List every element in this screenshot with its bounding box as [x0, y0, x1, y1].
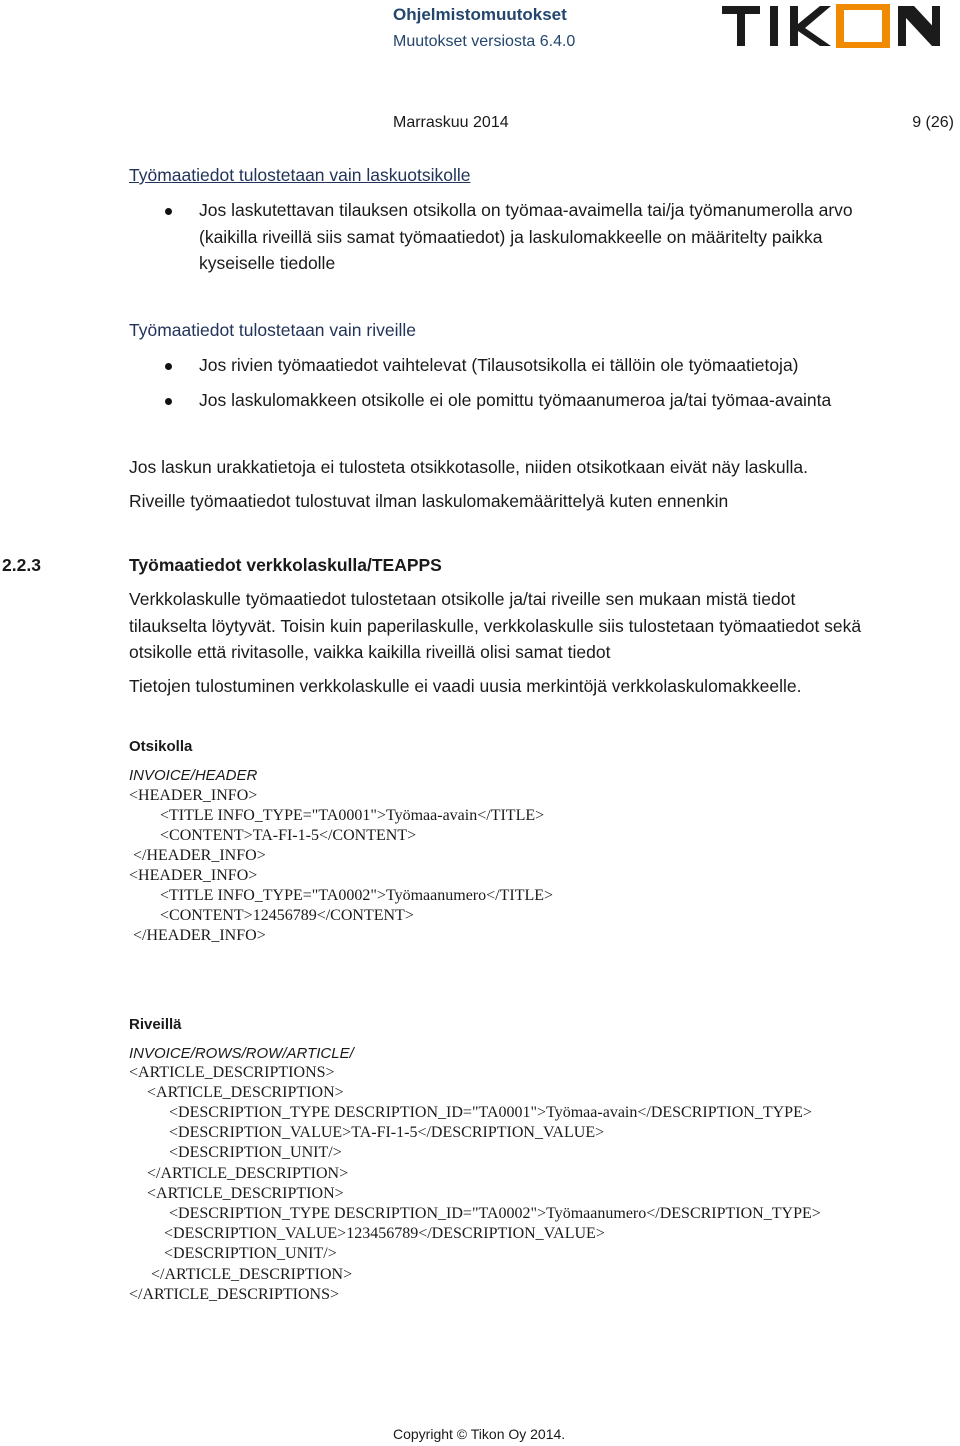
footer-copyright: Copyright © Tikon Oy 2014.	[393, 1426, 566, 1442]
bullet-icon	[165, 208, 172, 215]
bullet-text-line: Jos laskutettavan tilauksen otsikolla on työmaa-avaimella tai/ja työmanumerolla arvo	[199, 200, 853, 220]
code-line: </ARTICLE_DESCRIPTION>	[147, 1165, 349, 1182]
example-label-rows: Riveillä	[129, 1016, 182, 1033]
tikon-logo	[722, 4, 950, 53]
bullet-text-line: kyseiselle tiedolle	[199, 253, 336, 273]
bullet-text-line: (kaikilla riveillä siis samat työmaatiedot) ja laskulomakkeelle on määritelty paikka	[199, 227, 823, 247]
example-label-header: Otsikolla	[129, 738, 193, 755]
section-paragraph: Tietojen tulostuminen verkkolaskulle ei vaadi uusia merkintöjä verkkolaskulomakkeelle.	[129, 676, 802, 696]
heading-invoice-only: Työmaatiedot tulostetaan vain laskuotsikolle	[129, 165, 471, 185]
code-line: <ARTICLE_DESCRIPTION>	[147, 1185, 344, 1202]
note-paragraph: Riveille työmaatiedot tulostuvat ilman laskulomakemäärittelyä kuten ennenkin	[129, 491, 729, 511]
bullet-icon	[165, 398, 172, 405]
code-line: <TITLE INFO_TYPE="TA0002">Työmaanumero</TITLE>	[160, 887, 554, 904]
note-paragraph: Jos laskun urakkatietoja ei tulosteta otsikkotasolle, niiden otsikotkaan eivät näy laskulla.	[129, 457, 808, 477]
document-title: Ohjelmistomuutokset	[393, 5, 567, 24]
code-line: <DESCRIPTION_VALUE>123456789</DESCRIPTION_VALUE>	[164, 1225, 605, 1242]
bullet-icon	[165, 363, 172, 370]
document-subtitle: Muutokset versiosta 6.4.0	[393, 33, 576, 50]
bullet-text: Jos rivien työmaatiedot vaihtelevat (Tilausotsikolla ei tällöin ole työmaatietoja)	[199, 355, 799, 375]
code-line: <DESCRIPTION_VALUE>TA-FI-1-5</DESCRIPTION_VALUE>	[169, 1124, 605, 1141]
section-title: Työmaatiedot verkkolaskulla/TEAPPS	[129, 555, 442, 575]
code-line: <DESCRIPTION_UNIT/>	[169, 1144, 342, 1161]
code-line: </ARTICLE_DESCRIPTION>	[151, 1266, 353, 1283]
xml-path: INVOICE/HEADER	[129, 767, 258, 784]
code-line: <HEADER_INFO>	[129, 787, 258, 804]
code-line: <DESCRIPTION_TYPE DESCRIPTION_ID="TA0001">Työmaa-avain</DESCRIPTION_TYPE>	[169, 1104, 812, 1121]
bullet-text: Jos laskulomakkeen otsikolle ei ole pomittu työmaanumeroa ja/tai työmaa-avainta	[199, 390, 832, 410]
section-paragraph-line: Verkkolaskulle työmaatiedot tulostetaan otsikolle ja/tai riveille sen mukaan mistä tiedot	[129, 589, 796, 609]
code-line: <ARTICLE_DESCRIPTION>	[147, 1084, 344, 1101]
code-line: <DESCRIPTION_UNIT/>	[164, 1245, 337, 1262]
code-line: </HEADER_INFO>	[133, 927, 266, 944]
heading-rows-only: Työmaatiedot tulostetaan vain riveille	[129, 320, 416, 340]
xml-path: INVOICE/ROWS/ROW/ARTICLE/	[129, 1045, 354, 1062]
document-date: Marraskuu 2014	[393, 114, 509, 131]
page-number: 9 (26)	[912, 114, 954, 131]
code-line: </HEADER_INFO>	[133, 847, 266, 864]
code-line: <DESCRIPTION_TYPE DESCRIPTION_ID="TA0002">Työmaanumero</DESCRIPTION_TYPE>	[169, 1205, 821, 1222]
code-line: <CONTENT>12456789</CONTENT>	[160, 907, 414, 924]
code-line: <CONTENT>TA-FI-1-5</CONTENT>	[160, 827, 417, 844]
code-line: </ARTICLE_DESCRIPTIONS>	[129, 1286, 339, 1303]
section-paragraph-line: otsikolle että rivitasolle, vaikka kaikilla riveillä olisi samat tiedot	[129, 642, 611, 662]
code-line: <TITLE INFO_TYPE="TA0001">Työmaa-avain</TITLE>	[160, 807, 545, 824]
code-line: <HEADER_INFO>	[129, 867, 258, 884]
code-line: <ARTICLE_DESCRIPTIONS>	[129, 1064, 335, 1081]
section-number: 2.2.3	[2, 555, 41, 575]
section-paragraph-line: tilaukselta löytyvät. Toisin kuin paperilaskulle, verkkolaskulle siis tulostetaan työmaatiedot sekä	[129, 616, 862, 636]
